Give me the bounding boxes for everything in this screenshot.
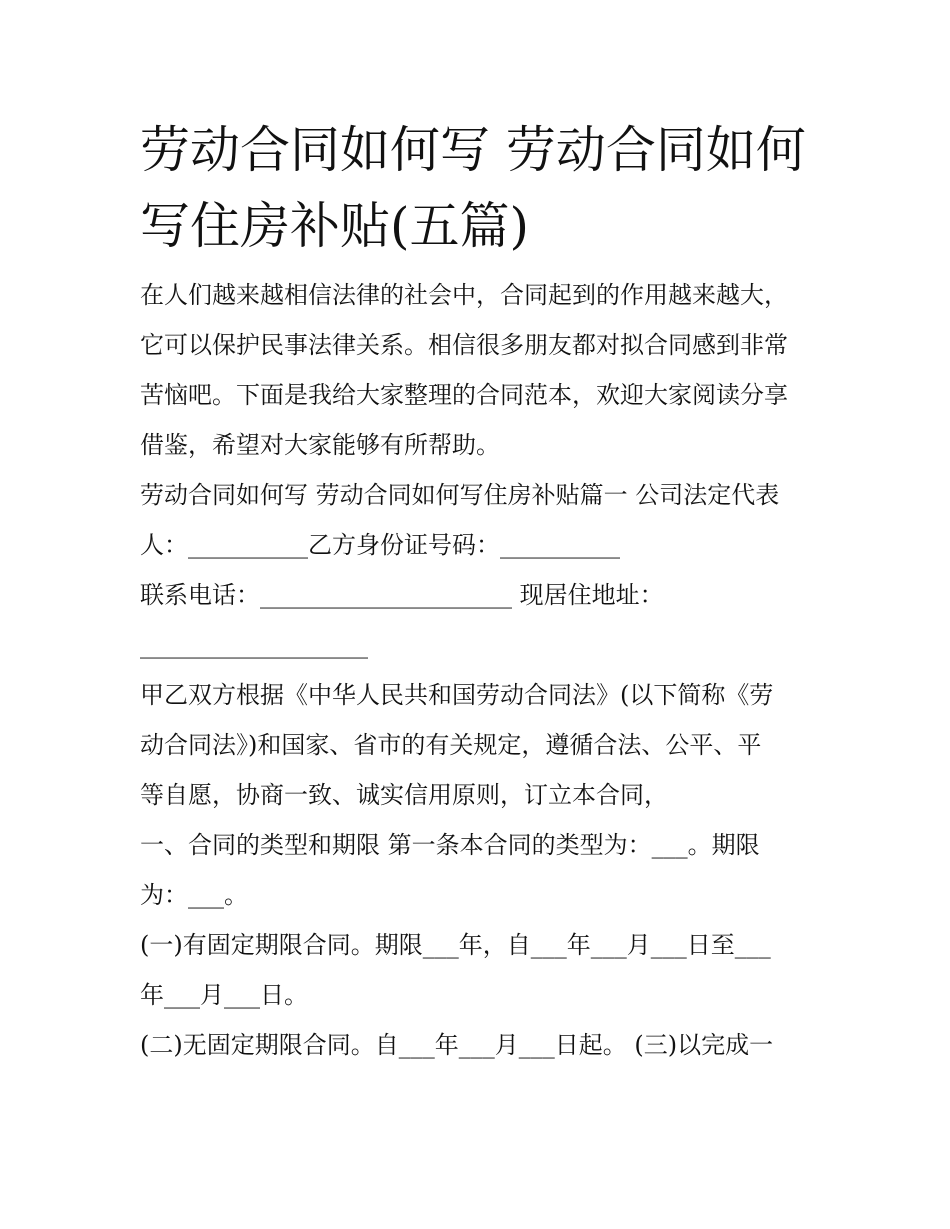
document-body [140,270,820,1070]
body-line: 甲乙双方根据《中华人民共和国劳动合同法》(以下简称《劳 [140,681,774,709]
title-line-1: 劳动合同如何写 劳动合同如何 [140,121,806,179]
body-line: 在人们越来越相信法律的社会中，合同起到的作用越来越大， [140,281,788,309]
body-line: 苦恼吧。下面是我给大家整理的合同范本，欢迎大家阅读分享 [140,381,788,409]
body-line: 联系电话：_____________________ 现居住地址： [140,581,664,609]
title-line-2: 写住房补贴(五篇) [140,197,530,255]
body-line: 劳动合同如何写 劳动合同如何写住房补贴篇一 公司法定代表 [140,481,780,509]
body-line: 为：___。 [140,881,248,909]
body-line: 等自愿，协商一致、诚实信用原则，订立本合同， [140,781,668,809]
body-line: 它可以保护民事法律关系。相信很多朋友都对拟合同感到非常 [140,331,788,359]
body-line: 一、合同的类型和期限 第一条本合同的类型为：___。期限 [140,831,760,859]
body-line: 动合同法》)和国家、省市的有关规定，遵循合法、公平、平 [140,731,762,759]
body-line: 借鉴，希望对大家能够有所帮助。 [140,431,500,459]
body-line: 人：__________乙方身份证号码：__________ [140,531,620,559]
document-page [140,112,820,1070]
document-title [140,112,820,264]
body-line: (二)无固定期限合同。自___年___月___日起。 (三)以完成一 [140,1031,774,1059]
body-line: (一)有固定期限合同。期限___年，自___年___月___日至___ [140,931,771,959]
body-line: ___________________ [140,631,368,659]
body-line: 年___月___日。 [140,981,308,1009]
